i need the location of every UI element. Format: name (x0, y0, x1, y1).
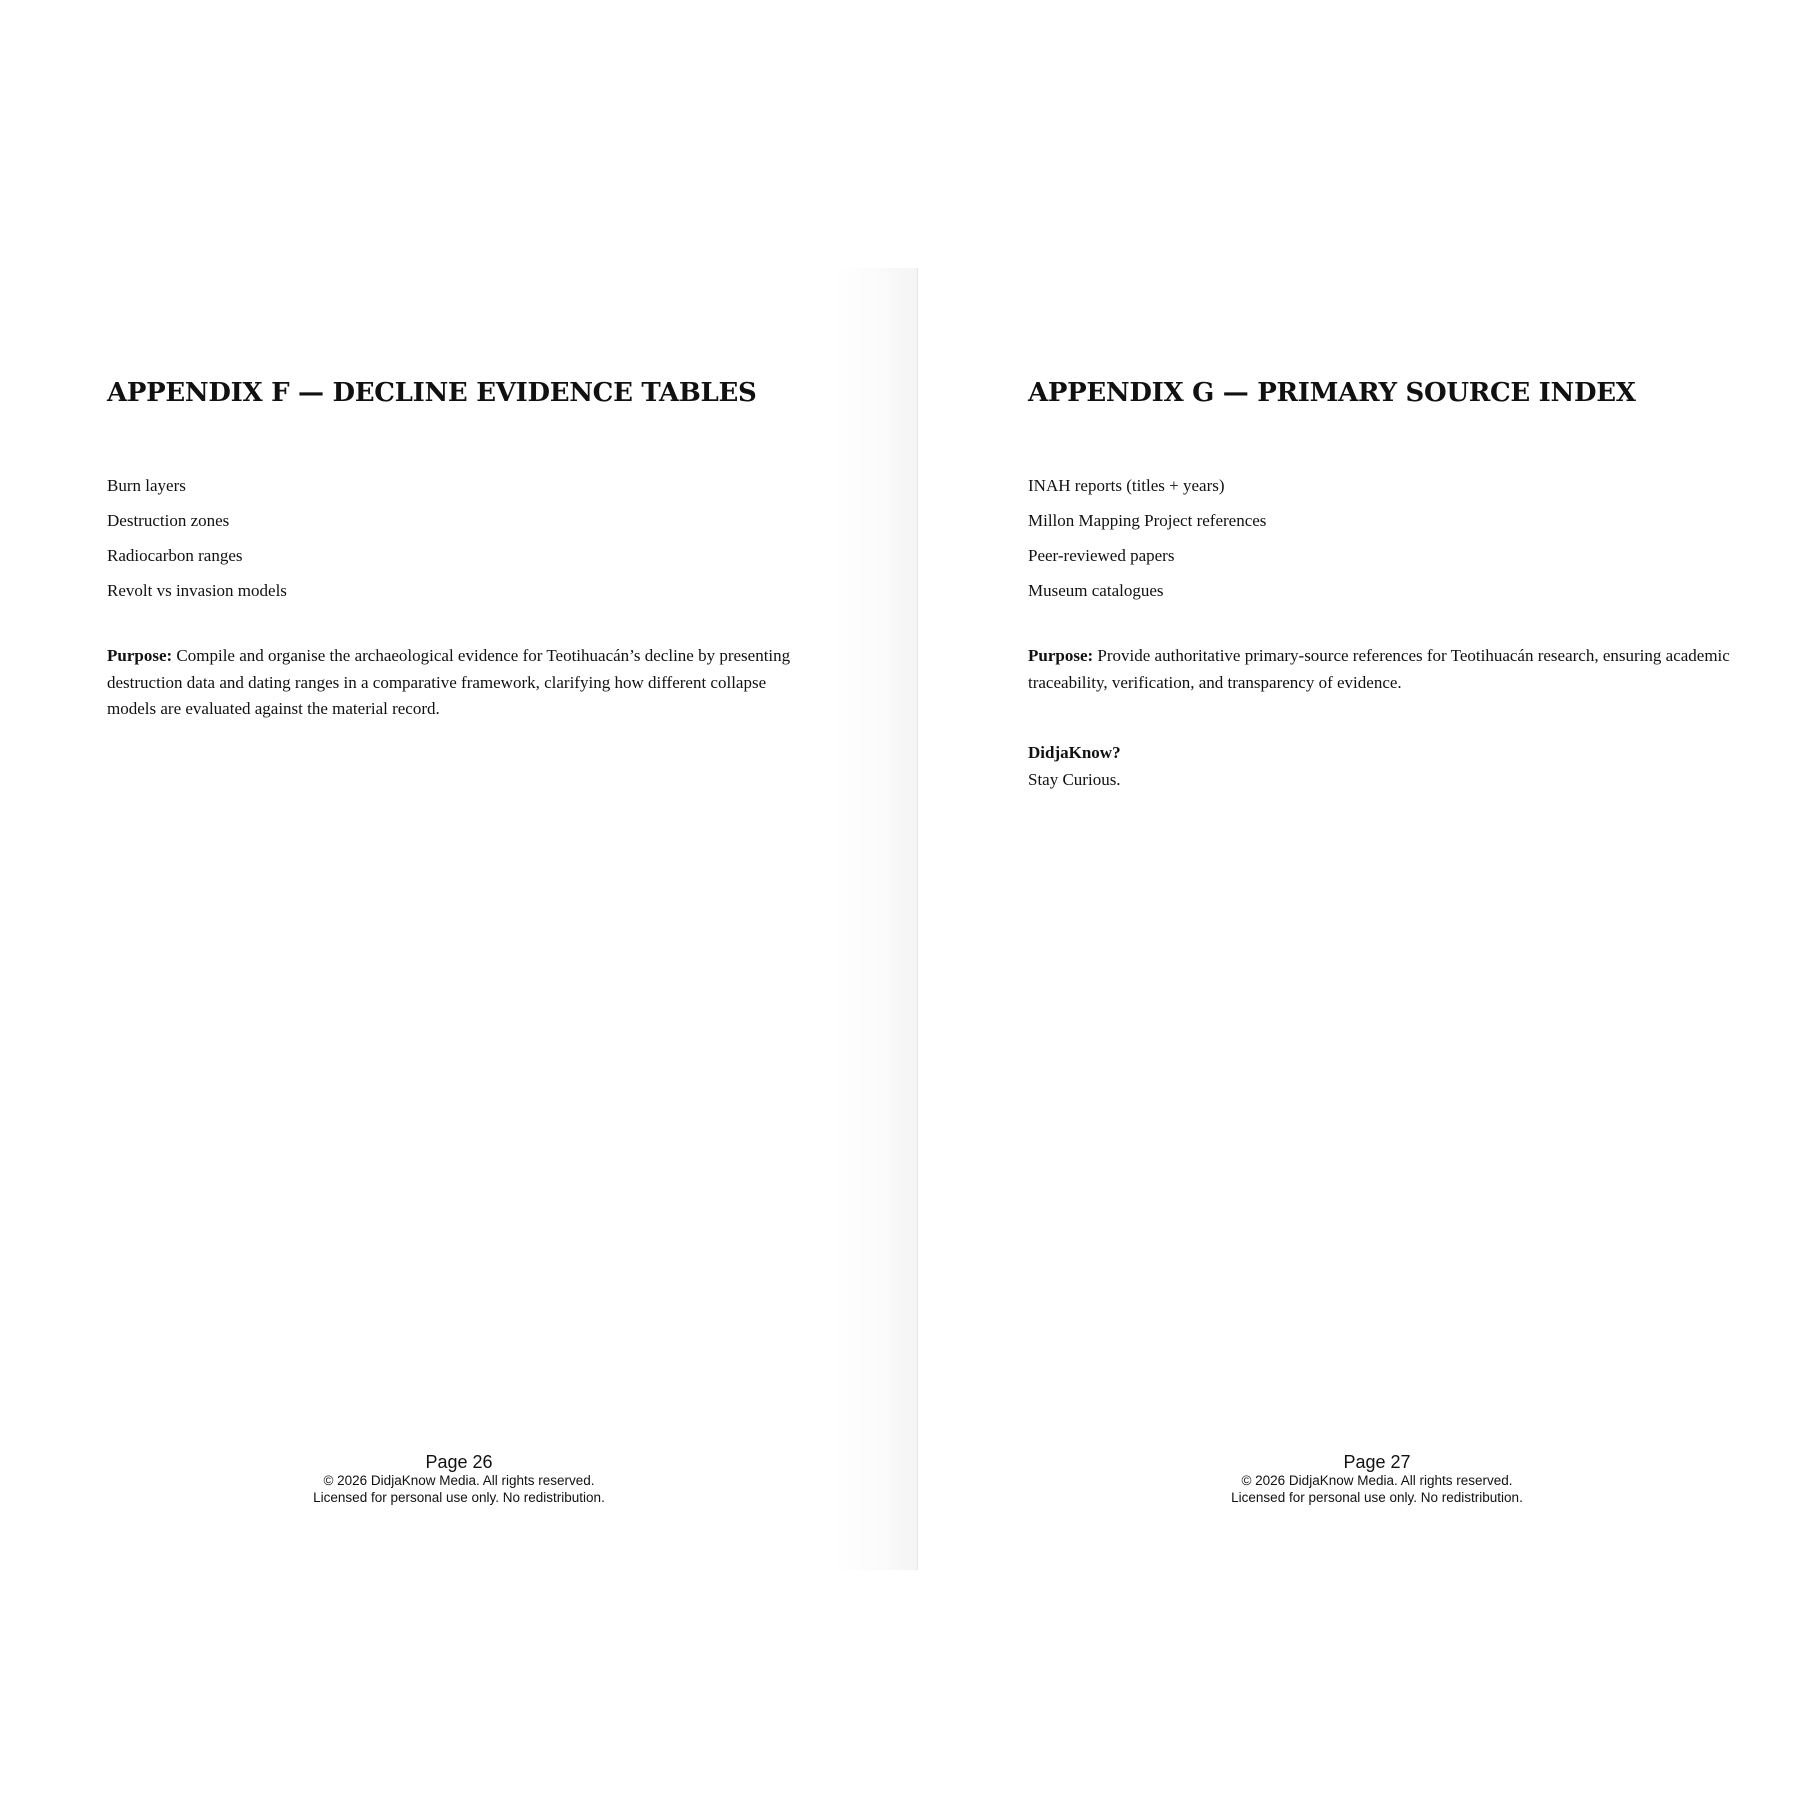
gutter-shadow (830, 268, 918, 1570)
purpose-paragraph (107, 643, 797, 723)
list-item: Revolt vs invasion models (107, 581, 287, 600)
book-spread (0, 268, 1820, 1570)
brand-name: DidjaKnow? (1028, 743, 1121, 762)
page-number: Page 27 (1343, 1452, 1411, 1472)
license-notice: Licensed for personal use only. No redistribution. (313, 1490, 605, 1505)
page-number: Page 26 (425, 1452, 493, 1472)
purpose-label: Purpose: (1028, 646, 1094, 665)
evidence-list (107, 468, 287, 608)
source-list (1028, 468, 1266, 608)
page-left (0, 268, 918, 1570)
purpose-paragraph (1028, 643, 1748, 696)
signoff (1028, 740, 1121, 793)
list-item: Millon Mapping Project references (1028, 511, 1267, 530)
page-right (918, 268, 1820, 1570)
list-item: Peer-reviewed papers (1028, 546, 1175, 565)
appendix-g-heading: APPENDIX G — PRIMARY SOURCE INDEX (1028, 378, 1636, 408)
purpose-text: Provide authoritative primary-source references for Teotihuacán research, ensuring academic traceability, verification, and transparency of evidence. (1028, 646, 1730, 692)
tagline: Stay Curious. (1028, 769, 1121, 789)
list-item: Burn layers (107, 476, 186, 495)
purpose-label: Purpose: (107, 646, 173, 665)
list-item: Museum catalogues (1028, 581, 1164, 600)
license-notice: Licensed for personal use only. No redistribution. (1231, 1490, 1523, 1505)
gutter-divider (917, 268, 918, 1570)
copyright-notice: © 2026 DidjaKnow Media. All rights reserved. (323, 1473, 595, 1488)
list-item: INAH reports (titles + years) (1028, 476, 1225, 495)
purpose-text: Compile and organise the archaeological evidence for Teotihuacán’s decline by presenting destruction data and dating ranges in a comparative framework, clarifying how different collapse models are evaluated against the material record. (107, 646, 791, 718)
list-item: Destruction zones (107, 511, 230, 530)
page-footer (918, 1452, 1820, 1506)
appendix-f-heading: APPENDIX F — DECLINE EVIDENCE TABLES (107, 378, 757, 408)
copyright-notice: © 2026 DidjaKnow Media. All rights reserved. (1241, 1473, 1513, 1488)
list-item: Radiocarbon ranges (107, 546, 243, 565)
page-footer (0, 1452, 918, 1506)
